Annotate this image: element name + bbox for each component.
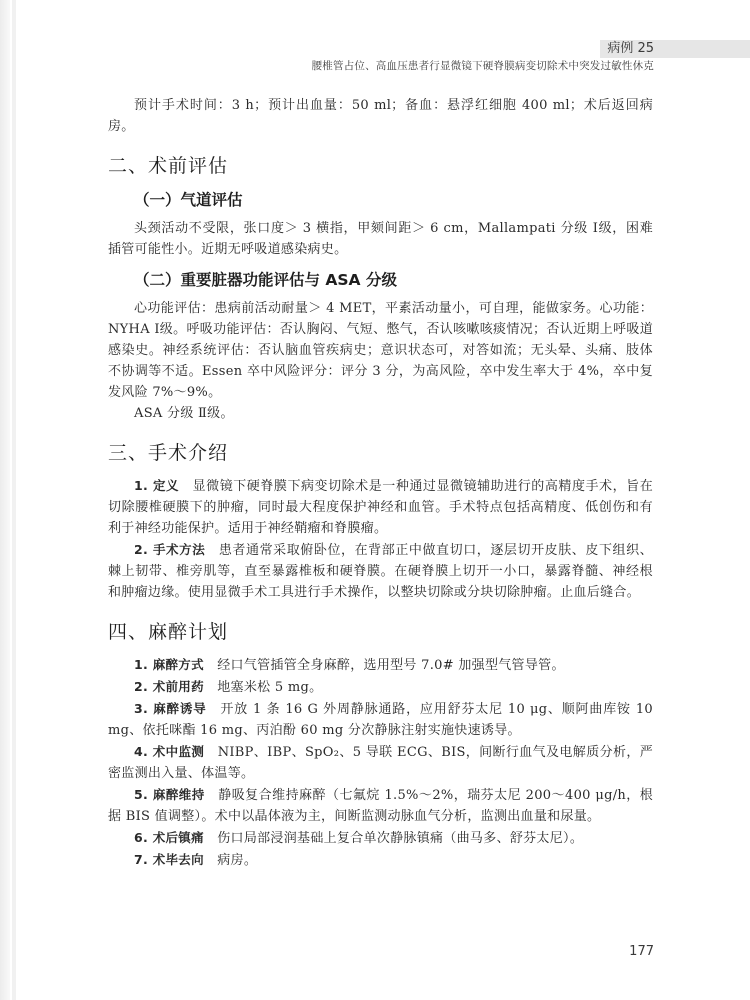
surgery-item (108, 539, 653, 603)
surgery-item (108, 475, 653, 539)
intro-paragraph: 预计手术时间：3 h；预计出血量：50 ml；备血：悬浮红细胞 400 ml；术后返回病房。 (108, 98, 653, 134)
anesthesia-item-text: 开放 1 条 16 G 外周静脉通路，应用舒芬太尼 10 μg、顺阿曲库铵 10 mg、依托咪酯 16 mg、丙泊酚 60 mg 分次静脉注射实施快速诱导。 (108, 702, 653, 738)
anesthesia-item-label: 1. 麻醉方式 (134, 657, 204, 672)
section-heading-surgery: 三、手术介绍 (108, 442, 229, 464)
page-content (108, 95, 653, 871)
anesthesia-item-text: NIBP、IBP、SpO₂、5 导联 ECG、BIS，间断行血气及电解质分析，严密监测出入量、体温等。 (108, 745, 653, 781)
subsection-heading-airway: （一）气道评估 (134, 191, 243, 209)
running-header-title: 腰椎管占位、高血压患者行显微镜下硬脊膜病变切除术中突发过敏性休克 (311, 60, 654, 72)
page-edge-band (0, 0, 10, 1000)
anesthesia-item (108, 827, 653, 849)
asa-paragraph: ASA 分级 Ⅱ级。 (134, 406, 234, 421)
anesthesia-item-text: 伤口局部浸润基础上复合单次静脉镇痛（曲马多、舒芬太尼）。 (217, 831, 584, 846)
section-heading-preop: 二、术前评估 (108, 155, 229, 177)
organ-paragraph: 心功能评估：患病前活动耐量＞ 4 MET，平素活动量小，可自理，能做家务。心功能：NYHA Ⅰ级。呼吸功能评估：否认胸闷、气短、憋气，否认咳嗽咳痰情况；否认近期上呼吸道感染史。神经系统评估：否认脑血管疾病史；意识状态可，对答如流；无头晕、头痛、肢体不协调等不适。Essen 卒中风险评分：评分 3 分，为高风险，卒中发生率大于 4%，卒中复发风险 7%～9%。 (108, 301, 653, 400)
page-edge-band-inner (12, 0, 16, 1000)
anesthesia-item (108, 849, 653, 871)
section-heading-anesthesia: 四、麻醉计划 (108, 621, 229, 643)
anesthesia-item-text: 经口气管插管全身麻醉，选用型号 7.0# 加强型气管导管。 (217, 658, 565, 673)
subsection-heading-organ: （二）重要脏器功能评估与 ASA 分级 (134, 271, 397, 289)
anesthesia-item-label: 5. 麻醉维持 (134, 787, 205, 802)
anesthesia-item-label: 7. 术毕去向 (134, 852, 204, 867)
surgery-item-label: 1. 定义 (134, 478, 180, 493)
page-number: 177 (629, 944, 654, 959)
surgery-item-label: 2. 手术方法 (134, 542, 206, 557)
anesthesia-item (108, 654, 653, 676)
anesthesia-item (108, 676, 653, 698)
anesthesia-item-label: 3. 麻醉诱导 (134, 701, 207, 716)
anesthesia-item-label: 2. 术前用药 (134, 679, 204, 694)
anesthesia-item-text: 静吸复合维持麻醉（七氟烷 1.5%～2%，瑞芬太尼 200～400 μg/h，根据 BIS 值调整）。术中以晶体液为主，间断监测动脉血气分析，监测出血量和尿量。 (108, 788, 653, 824)
anesthesia-item-label: 4. 术中监测 (134, 744, 205, 759)
surgery-item-text: 患者通常采取俯卧位，在背部正中做直切口，逐层切开皮肤、皮下组织、棘上韧带、椎旁肌等，直至暴露椎板和硬脊膜。在硬脊膜上切开一小口，暴露脊髓、神经根和肿瘤边缘。使用显微手术工具进行手术操作，以整块切除或分块切除肿瘤。止血后缝合。 (108, 543, 653, 600)
airway-paragraph: 头颈活动不受限，张口度＞ 3 横指，甲颏间距＞ 6 cm，Mallampati 分级 Ⅰ级，困难插管可能性小。近期无呼吸道感染病史。 (108, 221, 653, 257)
anesthesia-item (108, 698, 653, 741)
anesthesia-item-text: 地塞米松 5 mg。 (217, 680, 323, 695)
anesthesia-item (108, 784, 653, 827)
anesthesia-item (108, 741, 653, 784)
anesthesia-item-text: 病房。 (217, 853, 258, 868)
anesthesia-item-label: 6. 术后镇痛 (134, 830, 204, 845)
case-number: 病例 25 (607, 41, 654, 56)
surgery-item-text: 显微镜下硬脊膜下病变切除术是一种通过显微镜辅助进行的高精度手术，旨在切除腰椎硬膜下的肿瘤，同时最大程度保护神经和血管。手术特点包括高精度、低创伤和有利于神经功能保护。适用于神经鞘瘤和脊膜瘤。 (108, 479, 653, 536)
